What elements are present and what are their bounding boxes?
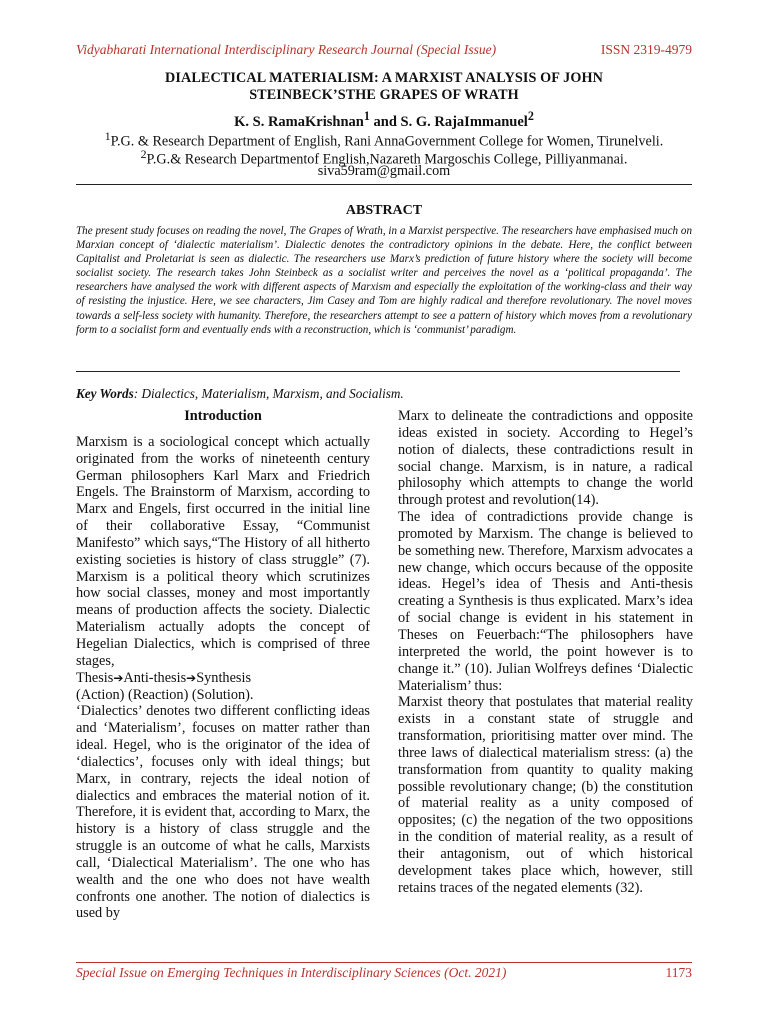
keywords-text: : Dialectics, Materialism, Marxism, and Socialism. xyxy=(133,386,404,401)
affiliation-1-text: P.G. & Research Department of English, Rani AnnaGovernment College for Women, Tirunelveli. xyxy=(110,133,664,150)
page-number: 1173 xyxy=(665,965,692,980)
title-line-1: DIALECTICAL MATERIALISM: A MARXIST ANALYSIS OF JOHN xyxy=(165,70,603,86)
right-paragraph-1: Marx to delineate the contradictions and opposite ideas existed in society. According to Hegel’s notion of dialects, these contradictions result in social change. Marxism, is in nature, a radical philosophy which attempts to change the world through protest and revolution(14). xyxy=(398,408,693,509)
right-paragraph-3: Marxist theory that postulates that material reality exists in a constant state of struggle and transformation, prioritising matter over mind. The three laws of dialectical materialism stress: (a) the transformation from quantity to quality making possible revolutionary change; (b) the constitution of material reality as a unity composed of opposites; (c) the negation of the two oppositions in the condition of material reality, as a result of their antagonism, out of which historical development takes place which, however, still retains traces of the negated elements (32). xyxy=(398,694,693,896)
stages-line: (Action) (Reaction) (Solution). xyxy=(76,686,254,703)
anti-thesis-label: Anti-thesis xyxy=(123,669,187,686)
synthesis-label: Synthesis xyxy=(196,669,252,686)
introduction-heading: Introduction xyxy=(184,408,262,424)
right-column xyxy=(398,408,693,896)
running-header xyxy=(76,42,692,58)
author-1-sup: 1 xyxy=(363,109,370,123)
affiliation-2-sup: 2 xyxy=(140,147,147,161)
thesis-line xyxy=(76,670,370,687)
affiliation-1-sup: 1 xyxy=(104,129,111,143)
journal-name: Vidyabharati International Interdisciplinary Research Journal (Special Issue) xyxy=(76,42,497,57)
right-paragraph-2: The idea of contradictions provide change is promoted by Marxism. The change is believed to be something new. Therefore, Marxism advocates a new change, which occurs because of the opposite ideas. Hegel’s idea of Thesis and Anti-thesis creating a Synthesis is thus explicated. Marx’s idea of social change is evident in his statement in Theses on Feuerbach:“The philosophers have interpreted the world, the point however is to change it.” (10). Julian Wolfreys defines ‘Dialectic Materialism’ thus: xyxy=(398,509,693,694)
footer-divider xyxy=(76,962,692,963)
author-2: S. G. RajaImmanuel xyxy=(400,113,528,130)
thesis-label: Thesis xyxy=(76,669,114,686)
author-and: and xyxy=(369,113,401,130)
abstract-heading: ABSTRACT xyxy=(345,203,423,218)
abstract-text: The present study focuses on reading the novel, The Grapes of Wrath, in a Marxist perspective. The researchers have emphasised much on Marxian concept of ‘dialectic materialism’. Dialectic denotes the contradictory opinions in the debate. Here, the conflict between Capitalist and Proletariat is seen as dialectic. The researchers use Marx’s prediction of future history where the society will become socialist society. The research takes John Steinbeck as a socialist writer and perceives the novel as a ‘political propaganda’. The researchers have analysed the work with different aspects of Marxism and especially the exploitation of the working-class and their way of resisting the injustice. Here, we see characters, Jim Casey and Tom are highly radical and therefore revolutionary. The novel moves towards a self-less society with humanity. Therefore, the researchers attempt to see a pattern of history which moves from a revolutionary form to a socialist form and eventually ends with a reconstruction, which is ‘communist’ paradigm. xyxy=(76,225,692,336)
footer-text: Special Issue on Emerging Techniques in Interdisciplinary Sciences (Oct. 2021) xyxy=(76,965,507,980)
keywords xyxy=(76,386,692,402)
abstract-divider xyxy=(76,371,680,372)
author-1: K. S. RamaKrishnan xyxy=(234,113,364,130)
author-email: siva59ram@gmail.com xyxy=(317,163,451,179)
paper-title xyxy=(76,70,692,104)
author-2-sup: 2 xyxy=(527,109,534,123)
header-divider xyxy=(76,184,692,185)
arrow-icon: ➔ xyxy=(186,670,197,685)
affiliation-2-text: P.G.& Research Departmentof English,Nazareth Margoschis College, Pilliyanmanai. xyxy=(146,151,628,168)
arrow-icon: ➔ xyxy=(113,670,124,685)
title-line-2: STEINBECK’STHE GRAPES OF WRATH xyxy=(249,87,519,103)
left-paragraph-1: Marxism is a sociological concept which actually originated from the works of nineteenth century German philosophers Karl Marx and Friedrich Engels. The Brainstorm of Marxism, according to Marx and Engels, first occurred in the initial line of their collaborative Essay, “Communist Manifesto” which says,“The History of all hitherto existing societies is history of class struggle” (7). Marxism is a political theory which scrutinizes how social classes, money and most importantly means of production affects the society. Dialectic Materialism actually adopts the concept of Hegelian Dialectics, which is comprised of three stages, xyxy=(76,433,370,669)
issn: ISSN 2319-4979 xyxy=(600,42,692,57)
left-column xyxy=(76,408,370,922)
running-footer xyxy=(76,965,692,981)
keywords-label: Key Words xyxy=(76,386,134,401)
left-paragraph-2: ‘Dialectics’ denotes two different conflicting ideas and ‘Materialism’, focuses on matter rather than ideal. Hegel, who is the originator of the idea of ‘dialectics’, focuses only with ideal things; but Marx, in contrary, rejects the ideal notion of dialectics and embraces the material notion of it. Therefore, it is evident that, according to Marx, the history is a history of class struggle and the struggle is an outcome of what he calls, Marxists call, ‘Dialectical Materialism’. The one who has wealth and the one who does not have wealth confronts one another. The notion of dialectics is used by xyxy=(76,703,370,922)
